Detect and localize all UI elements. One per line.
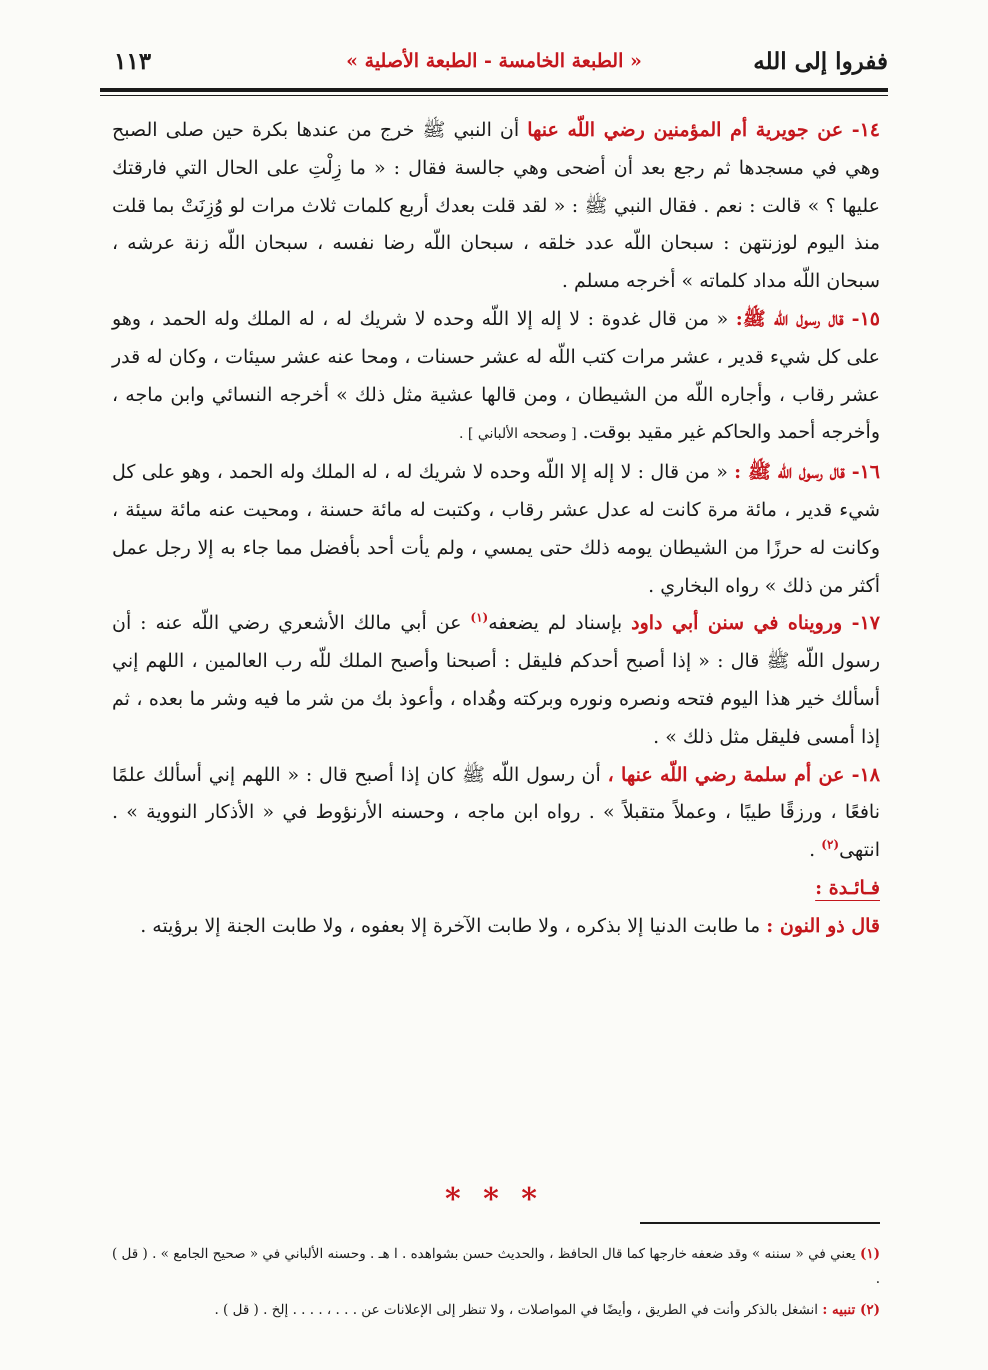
- faida-title: فـائـدة :: [815, 876, 880, 899]
- running-header: [100, 42, 888, 82]
- hadith-16: [112, 454, 880, 605]
- footnote-ref-1[interactable]: (١): [470, 611, 489, 626]
- hadith-14: [112, 112, 880, 301]
- hadith-14-text: أن النبي ﷺ خرج من عندها بكرة حين صلى الصبح وهي في مسجدها ثم رجع بعد أن أضحى وهي جالسة فقال : « ما زِلْتِ على الحال التي فارقتك عليها ؟ » قالت : نعم . فقال النبي ﷺ : « لقد قلت بعدك أربع كلمات ثلاث مرات لو وُزِنَتْ بما قلت منذ اليوم لوزنتهن : سبحان اللّه عدد خلقه ، سبحان اللّه رضا نفسه ، سبحان اللّه زنة عرشه ، سبحان اللّه مداد كلماته » أخرجه مسلم .: [112, 119, 880, 293]
- hadith-17: [112, 605, 880, 756]
- hadith-17-text-b: عن أبي مالك الأشعري رضي اللّه عنه : أن رسول اللّه ﷺ قال : « إذا أصبح أحدكم فليقل : أصبحنا وأصبح الملك للّه رب العالمين ، اللهم إني أسألك خير هذا اليوم فتحه ونصره ونوره وبركته وهُداه ، وأعوذ بك من شر ما فيه وشر ما بعده ، ثم إذا أمسى فليقل مثل ذلك » .: [112, 612, 880, 748]
- page-number: ١١٣: [114, 48, 152, 75]
- hadith-15-label: ١٥- قال رسول اللّه ﷺ:: [735, 307, 880, 330]
- footnote-ref-2[interactable]: (٢): [821, 837, 840, 852]
- hadith-15-text: « من قال غدوة : لا إله إلا اللّه وحده لا شريك له ، له الملك وله الحمد ، وهو على كل شيء قدير ، عشر مرات كتب اللّه له عشر حسنات ، ومحا عنه عشر سيئات ، وكان له قدر عشر رقاب ، وأجاره اللّه من الشيطان ، ومن قالها عشية مثل ذلك » أخرجه النسائي وابن ماجه ، وأخرجه أحمد والحاكم غير مقيد بوقت.: [112, 307, 880, 444]
- footnotes: [112, 1242, 880, 1329]
- footnote-1-text: يعني في « سننه » وقد ضعفه خارجها كما قال الحافظ ، والحديث حسن بشواهده . ا هـ . وحسنه الألباني في « صحيح الجامع » . ( قل ) .: [112, 1246, 880, 1287]
- footnote-2: [112, 1298, 880, 1323]
- section-separator: * * *: [445, 1182, 543, 1217]
- hadith-17-label: ١٧- ورويناه في سنن أبي داود: [631, 612, 880, 635]
- hadith-14-label: ١٤- عن جويرية أم المؤمنين رضي اللّه عنها: [527, 119, 881, 141]
- footnote-rule: [640, 1222, 880, 1224]
- hadith-17-text-a: بإسناد لم يضعفه: [488, 612, 632, 635]
- hadith-15: [112, 301, 880, 454]
- header-rule-thick: [100, 88, 888, 92]
- hadith-18-text-b: .: [809, 839, 822, 862]
- hadith-16-label: ١٦- قال رسول اللّه ﷺ :: [734, 461, 880, 484]
- faida-label: قال ذو النون :: [766, 914, 880, 937]
- hadith-18-label: ١٨- عن أم سلمة رضي اللّه عنها ،: [607, 763, 880, 786]
- main-text: [112, 112, 880, 946]
- footnote-2-text: انشغل بالذكر وأنت في الطريق ، وأيضًا في المواصلات ، ولا تنظر إلى الإعلانات عن . . . ، . . . . إلخ . ( قل ) .: [214, 1302, 823, 1318]
- book-title: ففروا إلى الله: [753, 48, 888, 75]
- header-rule-thin: [100, 95, 888, 96]
- hadith-18: [112, 757, 880, 870]
- faida-heading: [112, 870, 880, 908]
- footnote-2-number: (٢) تنبيه :: [822, 1302, 880, 1318]
- footnote-1-number: (١): [859, 1246, 880, 1262]
- hadith-15-note: [ وصححه الألباني ] .: [459, 426, 577, 443]
- faida-text: ما طابت الدنيا إلا بذكره ، ولا طابت الآخرة إلا بعفوه ، ولا طابت الجنة إلا برؤيته .: [140, 914, 767, 937]
- footnote-1: [112, 1242, 880, 1292]
- hadith-16-text: « من قال : لا إله إلا اللّه وحده لا شريك له ، له الملك وله الحمد ، وهو على كل شيء قدير ، مائة مرة كانت له عدل عشر رقاب ، وكتبت له مائة حسنة ، ومحيت عنه مائة سيئة ، وكانت له حرزًا من الشيطان يومه ذلك حتى يمسي ، ولم يأت أحد بأفضل مما جاء به إلا رجل عمل أكثر من ذلك » رواه البخاري .: [112, 461, 880, 597]
- faida-paragraph: [112, 908, 880, 946]
- edition-label: « الطبعة الخامسة - الطبعة الأصلية »: [346, 50, 642, 72]
- hadith-18-text-a: أن رسول اللّه ﷺ كان إذا أصبح قال : « اللهم إني أسألك علمًا نافعًا ، ورزقًا طيبًا ، وعملاً متقبلاً » . رواه ابن ماجه ، وحسنه الأرنؤوط في « الأذكار النووية » . انتهى: [112, 763, 880, 862]
